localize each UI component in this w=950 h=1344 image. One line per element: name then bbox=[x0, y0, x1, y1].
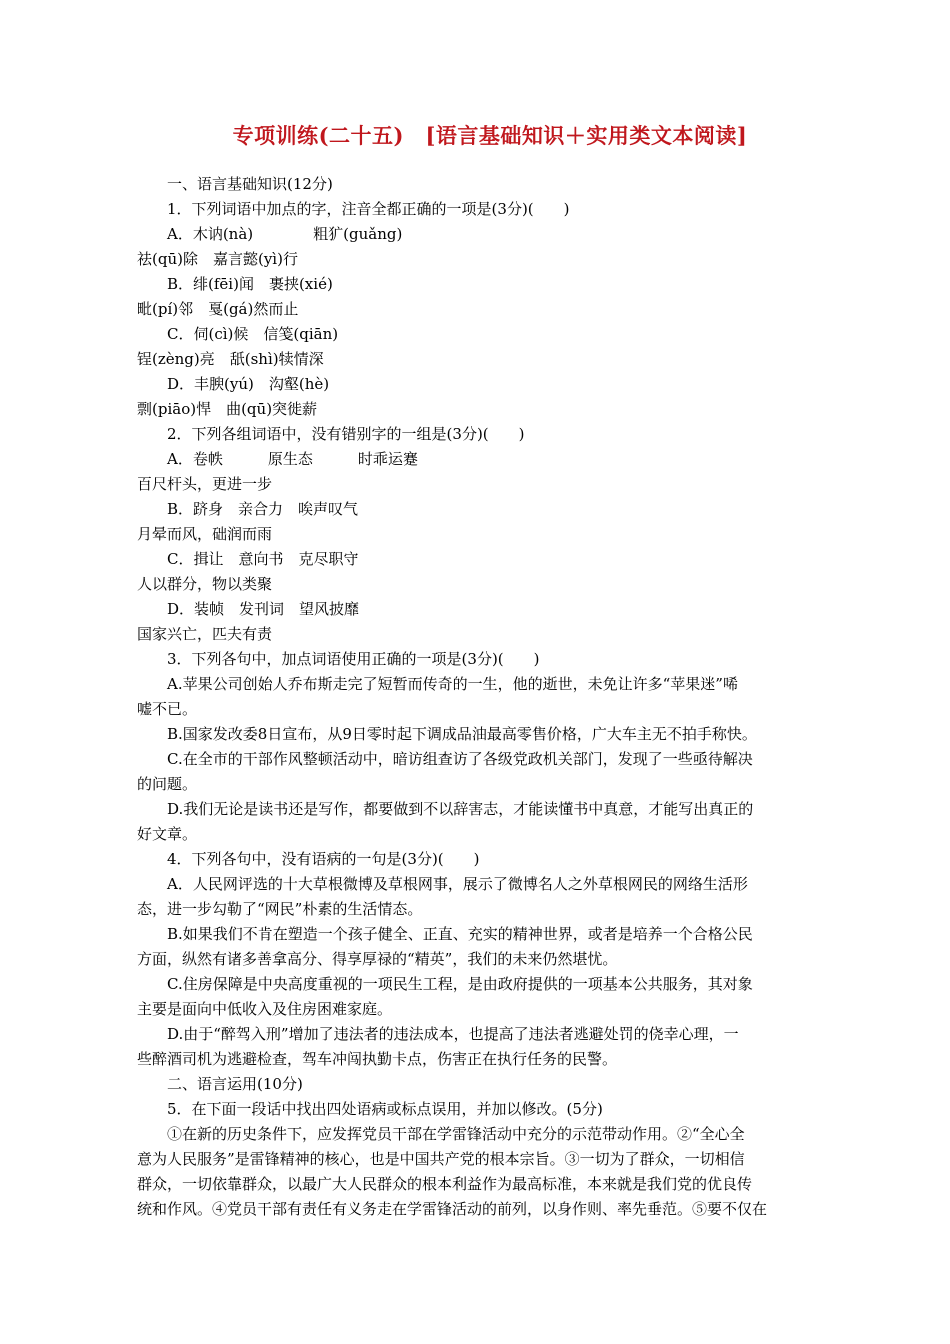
text-line: B．跻身 亲合力 唉声叹气 bbox=[167, 500, 359, 518]
text-line: 人以群分，物以类聚 bbox=[137, 575, 273, 593]
text-line: 月晕而风，础润而雨 bbox=[137, 525, 273, 543]
text-line: D.我们无论是读书还是写作，都要做到不以辞害志，才能读懂书中真意，才能写出真正的 bbox=[167, 800, 754, 818]
document-title: 专项训练(二十五) [语言基础知识＋实用类文本阅读] bbox=[232, 123, 748, 148]
text-line: 嘘不已。 bbox=[137, 700, 198, 718]
text-line: C.在全市的干部作风整顿活动中，暗访组查访了各级党政机关部门，发现了一些亟待解决 bbox=[167, 750, 753, 768]
text-line: A．人民网评选的十大草根微博及草根网事，展示了微博名人之外草根网民的网络生活形 bbox=[167, 875, 748, 893]
text-line: A．卷帙 原生态 时乖运蹇 bbox=[167, 450, 418, 468]
text-line: 4．下列各句中，没有语病的一句是(3分)( ) bbox=[167, 850, 480, 868]
text-line: D.由于“醉驾入刑”增加了违法者的违法成本，也提高了违法者逃避处罚的侥幸心理，一 bbox=[167, 1025, 739, 1043]
text-line: B．绯(fēi)闻 裹挟(xié) bbox=[167, 275, 333, 293]
text-line: 态，进一步勾勒了“网民”朴素的生活情态。 bbox=[137, 900, 423, 918]
text-line: D．丰腴(yú) 沟壑(hè) bbox=[167, 375, 330, 393]
text-line: 统和作风。④党员干部有责任有义务走在学雷锋活动的前列，以身作则、率先垂范。⑤要不仅在 bbox=[137, 1200, 768, 1218]
text-line: B.国家发改委8日宣布，从9日零时起下调成品油最高零售价格，广大车主无不拍手称快。 bbox=[167, 725, 757, 743]
text-line: 方面，纵然有诸多善拿高分、得享厚禄的“精英”，我们的未来仍然堪忧。 bbox=[137, 950, 618, 968]
text-line: 1．下列词语中加点的字，注音全都正确的一项是(3分)( ) bbox=[167, 200, 570, 218]
text-line: 剽(piāo)悍 曲(qū)突徙薪 bbox=[137, 400, 318, 418]
text-line: 国家兴亡，匹夫有责 bbox=[137, 625, 273, 643]
text-line: 5．在下面一段话中找出四处语病或标点误用，并加以修改。(5分) bbox=[167, 1100, 603, 1118]
text-line: 的问题。 bbox=[137, 775, 198, 793]
document-body bbox=[137, 172, 817, 1222]
text-line: C.住房保障是中央高度重视的一项民生工程，是由政府提供的一项基本公共服务，其对象 bbox=[167, 975, 753, 993]
text-line: 2．下列各组词语中，没有错别字的一组是(3分)( ) bbox=[167, 425, 525, 443]
text-line: 3．下列各句中，加点词语使用正确的一项是(3分)( ) bbox=[167, 650, 540, 668]
text-line: A．木讷(nà) 粗犷(guǎng) bbox=[167, 225, 403, 243]
text-line: 祛(qū)除 嘉言懿(yì)行 bbox=[137, 250, 298, 268]
text-line: ①在新的历史条件下，应发挥党员干部在学雷锋活动中充分的示范带动作用。②“全心全 bbox=[167, 1125, 745, 1143]
text-line: 主要是面向中低收入及住房困难家庭。 bbox=[137, 1000, 393, 1018]
text-line: 毗(pí)邻 戛(gá)然而止 bbox=[137, 300, 299, 318]
text-line: 好文章。 bbox=[137, 825, 198, 843]
text-line: C．揖让 意向书 克尽职守 bbox=[167, 550, 359, 568]
text-line: C．伺(cì)候 信笺(qiān) bbox=[167, 325, 339, 343]
text-line: B.如果我们不肯在塑造一个孩子健全、正直、充实的精神世界，或者是培养一个合格公民 bbox=[167, 925, 753, 943]
text-line: 二、语言运用(10分) bbox=[167, 1075, 303, 1093]
text-line: 些醉酒司机为逃避检查，驾车冲闯执勤卡点，伤害正在执行任务的民警。 bbox=[137, 1050, 618, 1068]
text-line: 百尺杆头，更进一步 bbox=[137, 475, 273, 493]
text-line: A.苹果公司创始人乔布斯走完了短暂而传奇的一生，他的逝世，未免让许多“苹果迷”唏 bbox=[167, 675, 738, 693]
text-line: D．装帧 发刊词 望风披靡 bbox=[167, 600, 360, 618]
text-line: 一、语言基础知识(12分) bbox=[167, 175, 333, 193]
text-line: 锃(zèng)亮 舐(shì)犊情深 bbox=[137, 350, 324, 368]
text-line: 群众，一切依靠群众，以最广大人民群众的根本利益作为最高标准，本来就是我们党的优良传 bbox=[137, 1175, 753, 1193]
text-line: 意为人民服务”是雷锋精神的核心，也是中国共产党的根本宗旨。③一切为了群众，一切相信 bbox=[137, 1150, 745, 1168]
